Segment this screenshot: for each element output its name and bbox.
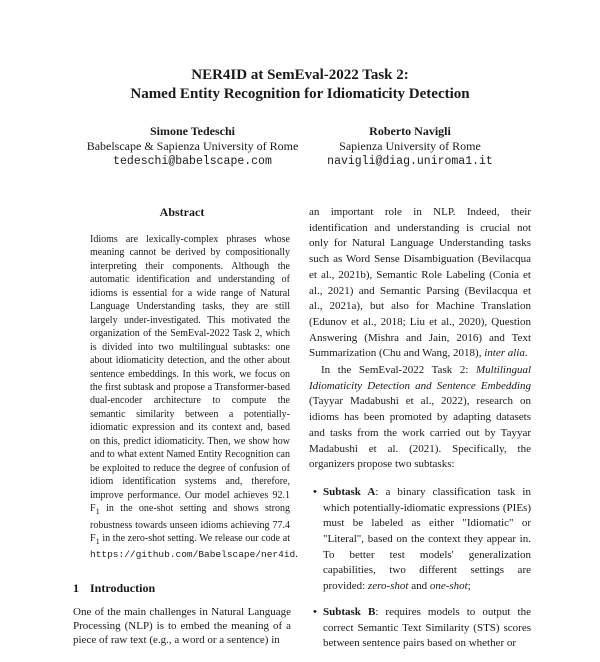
author-2 xyxy=(300,124,520,169)
body-paragraph xyxy=(309,363,531,473)
title-line-1: NER4ID at SemEval-2022 Task 2: xyxy=(191,67,409,83)
subtask-list xyxy=(309,485,531,652)
bullet-icon: • xyxy=(313,485,317,498)
abstract-text: . xyxy=(295,549,298,561)
body-italic: Multilingual Idiomaticity Detection and Sentence Embedding xyxy=(309,364,531,392)
author-affiliation: Sapienza University of Rome xyxy=(339,139,481,153)
section-title: Introduction xyxy=(90,580,156,595)
title-line-2: Named Entity Recognition for Idiomaticity Detection xyxy=(130,86,470,102)
body-text: : requires models to output the correct Semantic Text Similarity (STS) scores between sentence pairs based on whether or xyxy=(323,605,531,650)
body-italic: zero-shot xyxy=(367,580,409,593)
left-column xyxy=(73,205,298,647)
author-email: navigli@diag.uniroma1.it xyxy=(327,155,493,168)
body-text: (Tayyar Madabushi et al., 2022), research on idioms has been promoted by adapting datasets and tasks from the work carried out by Tayyar Madabushi et al. (2021). Specifically, the organizers propose two subtasks: xyxy=(309,395,531,471)
body-text: ; xyxy=(467,580,471,593)
bullet-icon: • xyxy=(313,605,317,618)
body-italic: one-shot xyxy=(429,580,468,593)
body-text: an important role in NLP. Indeed, their identification and understanding is crucial not only for Natural Language Understanding tasks such as Word Sense Disambiguation (Bevilacqua et al., 2021b), Semantic Role Labeling (Conia et al., 2021) and Semantic Parsing (Bevilacqua et al., 2021a), but also for Machine Translation (Edunov et al., 2018; Liu et al., 2020), Question Answering (Mishra and Jain, 2016) and Text Summarization (Chu and Wang, 2018), xyxy=(309,206,531,360)
abstract-body xyxy=(90,233,298,562)
author-affiliation: Babelscape & Sapienza University of Rome xyxy=(86,139,299,153)
author-email: tedeschi@babelscape.com xyxy=(113,155,272,168)
section-number: 1 xyxy=(73,580,79,595)
section-heading-introduction xyxy=(73,581,291,596)
right-column xyxy=(309,205,531,662)
abstract-heading: Abstract xyxy=(159,205,205,219)
body-text: : a binary classification task in which potentially-idiomatic expressions (PIEs) must be labeled as either "Idiomatic" or "Literal", based on the context they appear in. To better test models' generalization capabilities, two different settings are provided: xyxy=(323,485,531,593)
code-url-link[interactable]: https://github.com/Babelscape/ner4id xyxy=(90,549,296,561)
list-item xyxy=(313,485,531,595)
abstract-text: in the one-shot setting and shows strong robustness towards unseen idioms achieving 77.4 F xyxy=(90,503,290,544)
author-name: Simone Tedeschi xyxy=(149,124,236,138)
body-paragraph xyxy=(309,205,531,362)
introduction-paragraph: One of the main challenges in Natural Language Processing (NLP) is to embed the meaning of a piece of raw text (e.g., a word or a sentence) in xyxy=(73,605,291,647)
subtask-label: Subtask A xyxy=(323,485,376,498)
body-text: In the SemEval-2022 Task 2: xyxy=(321,364,476,377)
abstract-subscript: 1 xyxy=(95,536,100,546)
subtask-label: Subtask B xyxy=(323,605,376,618)
author-1 xyxy=(85,124,300,169)
abstract-text: Idioms are lexically-complex phrases whose meaning cannot be derived by compositionally interpreting their components. Although the automatic identification and understanding of idioms is essential for a wide range of Natural Language Understanding tasks, they are still largely under-investigated. This motivated the organization of the SemEval-2022 Task 2, which is divided into two multilingual subtasks: one about idiomaticity detection, and the other about sentence embeddings. In this work, we focus on the first subtask and propose a Transformer-based dual-encoder architecture to compute the semantic similarity between a potentially-idiomatic expression and its context and, based on this, predict idiomaticity. Then, we show how and to what extent Named Entity Recognition can be exploited to reduce the degree of confusion of idiom identification systems and, therefore, improve performance. Our model achieves 92.1 F xyxy=(90,234,290,515)
abstract-subscript: 1 xyxy=(95,507,100,517)
body-italic: inter alia xyxy=(484,347,525,360)
paper-title xyxy=(0,66,600,104)
list-item xyxy=(313,605,531,652)
author-block xyxy=(0,124,600,174)
body-text: . xyxy=(524,347,528,360)
author-name: Roberto Navigli xyxy=(369,124,451,138)
abstract-text: in the zero-shot setting. We release our code at xyxy=(99,532,290,544)
body-text: and xyxy=(408,580,430,593)
